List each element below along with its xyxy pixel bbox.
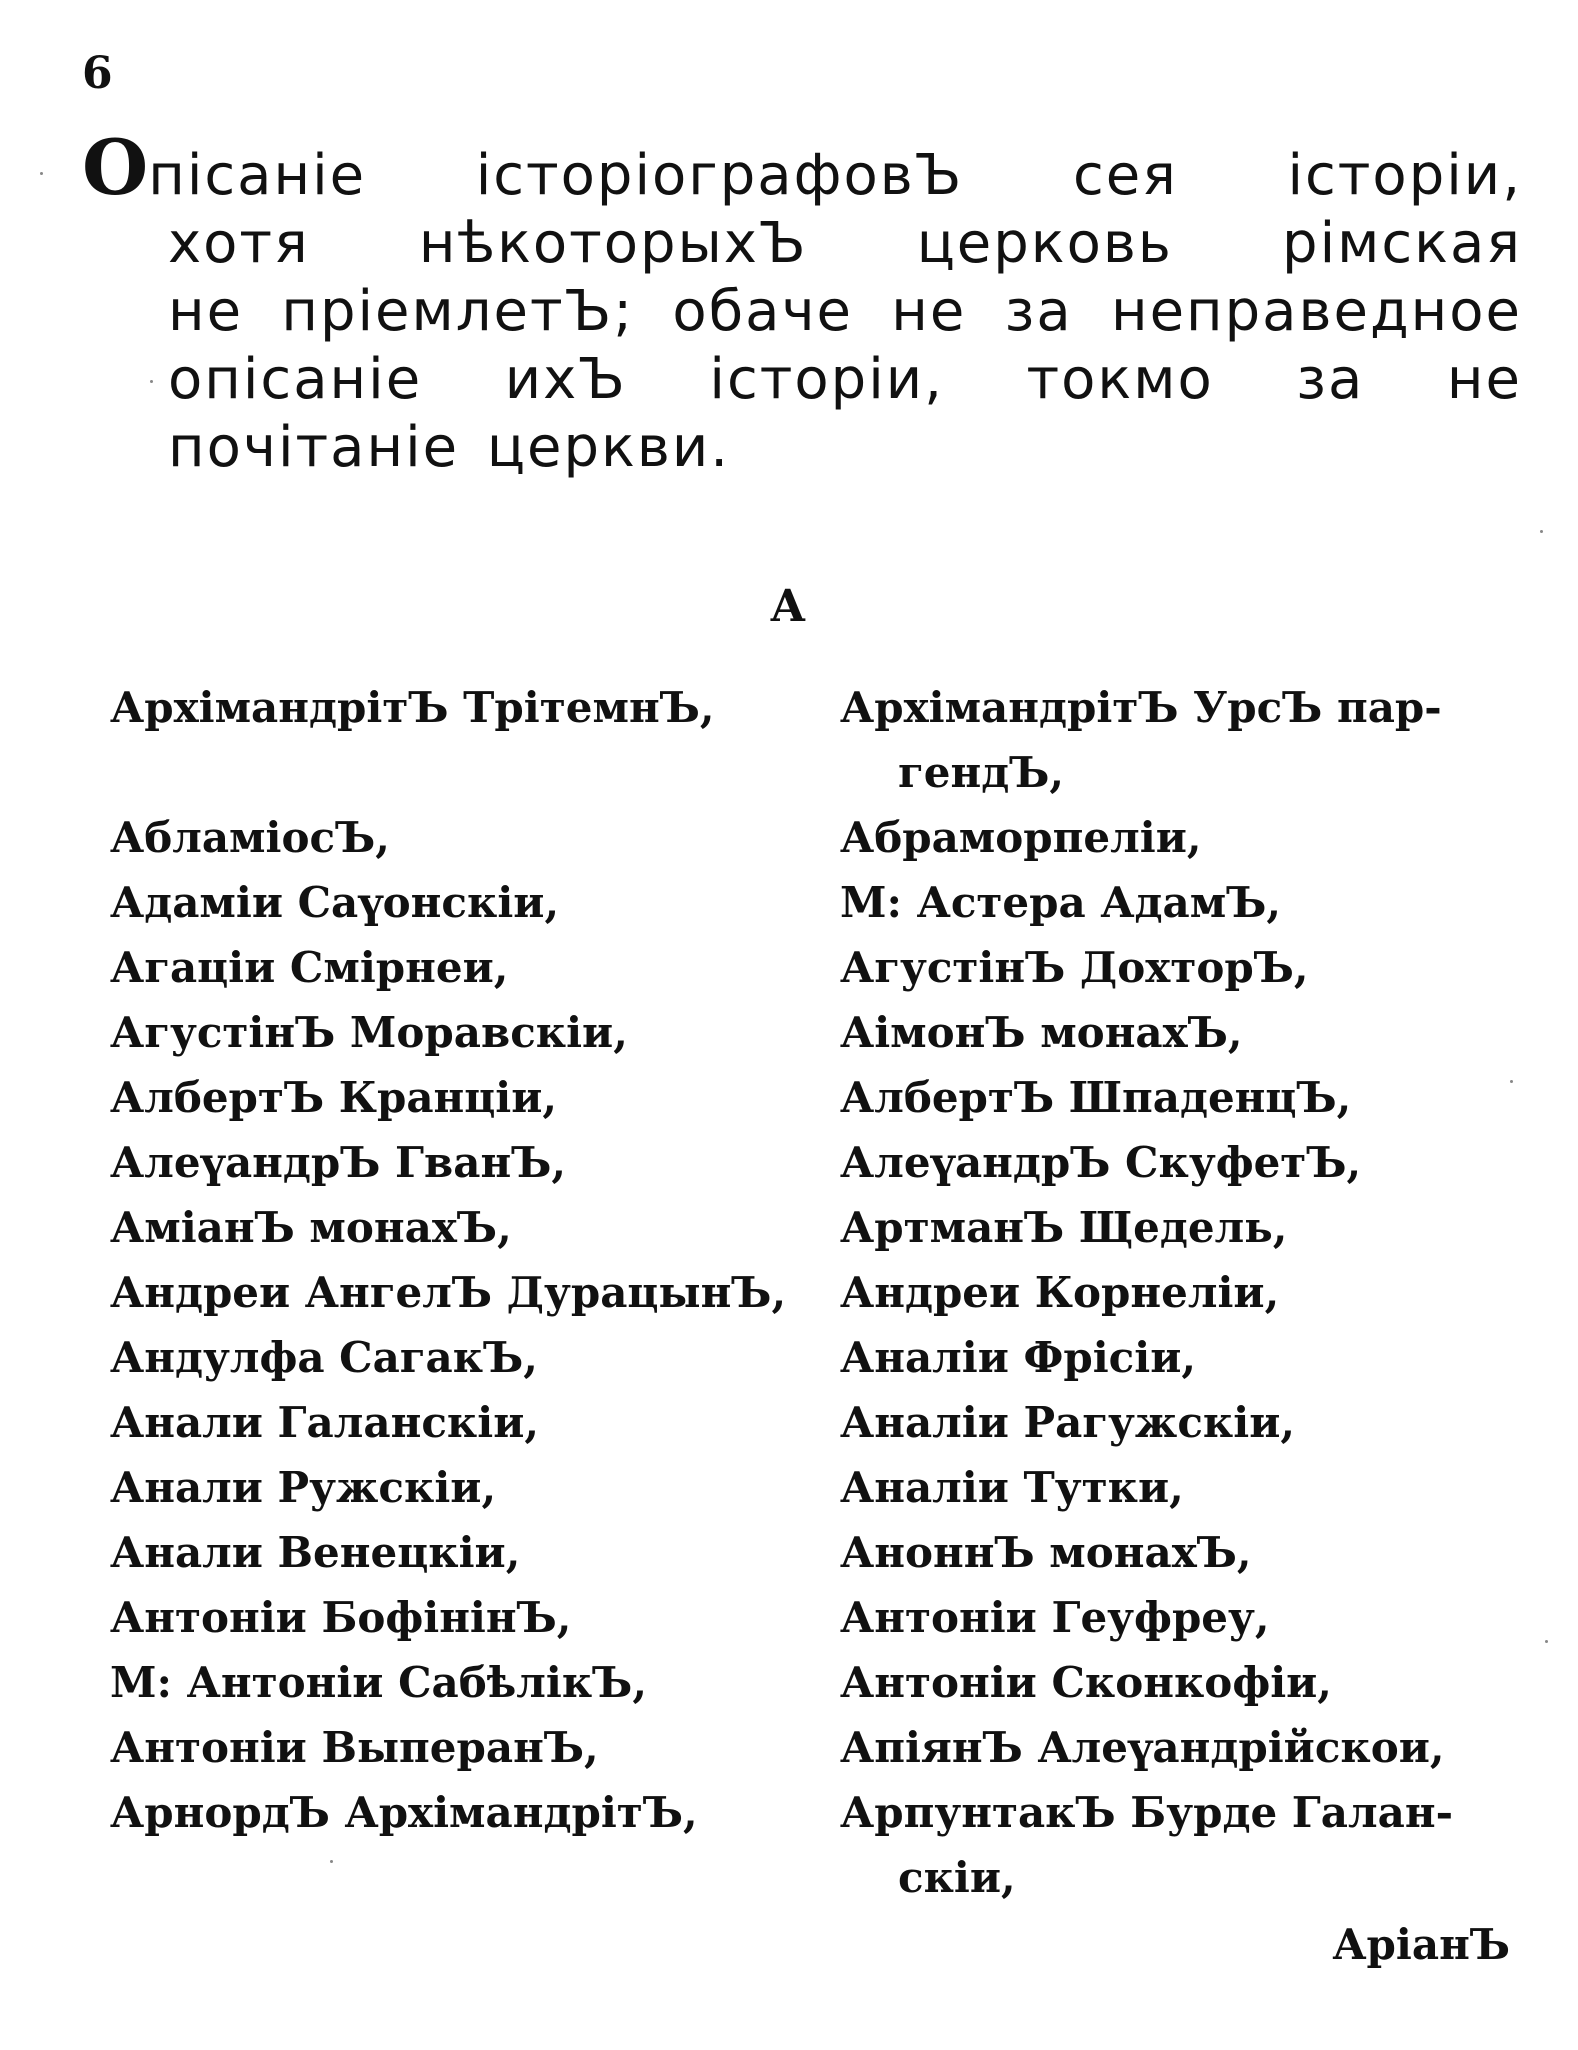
list-item: Аналiи Рагужскiи,: [840, 1398, 1295, 1447]
heading-line-1-text: пiсанiе iсторiографовЪ сея iсторiи,: [148, 143, 1522, 208]
list-item: АмiанЪ монахЪ,: [110, 1203, 512, 1252]
list-item: АлбертЪ ШпаденцЪ,: [840, 1073, 1352, 1122]
list-item: Андреи АнгелЪ ДурацынЪ,: [110, 1268, 787, 1317]
list-item: Антонiи БофiнiнЪ,: [110, 1593, 572, 1642]
list-item: АгустiнЪ Моравскiи,: [110, 1008, 628, 1057]
list-item: М: Антонiи СабѣлiкЪ,: [110, 1658, 647, 1707]
list-item: АлбертЪ Кранцiи,: [110, 1073, 558, 1122]
ink-speck: [1510, 1080, 1513, 1083]
right-column: [840, 675, 1540, 1910]
list-item: АгустiнЪ ДохторЪ,: [840, 943, 1309, 992]
list-item: АртманЪ Щедель,: [840, 1203, 1288, 1252]
list-item-text: АрхiмандрiтЪ УрсЪ пар-: [840, 683, 1442, 732]
list-item-text: АрпунтакЪ Бурде Галан-: [840, 1788, 1453, 1837]
list-item: Антонiи ВыперанЪ,: [110, 1723, 599, 1772]
list-item: Антонiи Сконкофiи,: [840, 1658, 1332, 1707]
drop-cap: О: [82, 123, 149, 212]
list-item: Андреи Корнелiи,: [840, 1268, 1280, 1317]
list-item-continuation: скiи,: [898, 1853, 1016, 1902]
list-item: [840, 675, 1540, 805]
list-item: Анали Венецкiи,: [110, 1528, 521, 1577]
list-item: АрнордЪ АрхiмандрiтЪ,: [110, 1788, 698, 1837]
list-item: Андулфа СагакЪ,: [110, 1333, 538, 1382]
list-item: АноннЪ монахЪ,: [840, 1528, 1252, 1577]
catchword: АрiанЪ: [1332, 1920, 1510, 1969]
list-item: Абраморпелiи,: [840, 813, 1202, 862]
list-item: Антонiи Геуфреу,: [840, 1593, 1270, 1642]
page-heading: [82, 123, 1522, 482]
ink-speck: [40, 172, 43, 175]
ink-speck: [330, 1860, 333, 1863]
list-item: Анали Ружскiи,: [110, 1463, 497, 1512]
list-item: Адамiи Саүонскiи,: [110, 878, 560, 927]
list-item: Аналiи Фрiсiи,: [840, 1333, 1196, 1382]
list-item: АiмонЪ монахЪ,: [840, 1008, 1243, 1057]
heading-line-4: опiсанiе ихЪ iсторiи, токмо за не: [168, 347, 1522, 412]
list-item: М: Астера АдамЪ,: [840, 878, 1282, 927]
heading-line-5: почiтанiе церкви.: [168, 415, 731, 480]
list-item: АрхiмандрiтЪ ТрiтемнЪ,: [110, 683, 715, 732]
page-number: 6: [82, 48, 113, 99]
ink-speck: [1540, 530, 1543, 533]
section-letter: А: [770, 581, 806, 632]
left-column: [110, 675, 800, 1845]
list-item: Аналiи Тутки,: [840, 1463, 1184, 1512]
ink-speck: [1545, 1640, 1548, 1643]
list-item: Агацiи Смiрнеи,: [110, 943, 509, 992]
list-item: АлеүандрЪ ГванЪ,: [110, 1138, 566, 1187]
ink-speck: [150, 380, 153, 383]
list-item: Анали Галанскiи,: [110, 1398, 539, 1447]
list-item-continuation: гендЪ,: [898, 748, 1064, 797]
list-item: АлеүандрЪ СкуфетЪ,: [840, 1138, 1362, 1187]
heading-line-3: не прiемлетЪ; обаче не за неправедное: [168, 279, 1522, 344]
heading-line-2: хотя нѣкоторыхЪ церковь рiмская: [168, 211, 1522, 276]
list-item: АбламiосЪ,: [110, 813, 390, 862]
heading-line-1: [82, 123, 1522, 212]
list-item: АпiянЪ Алеүандрiйскои,: [840, 1723, 1445, 1772]
list-item: [840, 1780, 1540, 1910]
